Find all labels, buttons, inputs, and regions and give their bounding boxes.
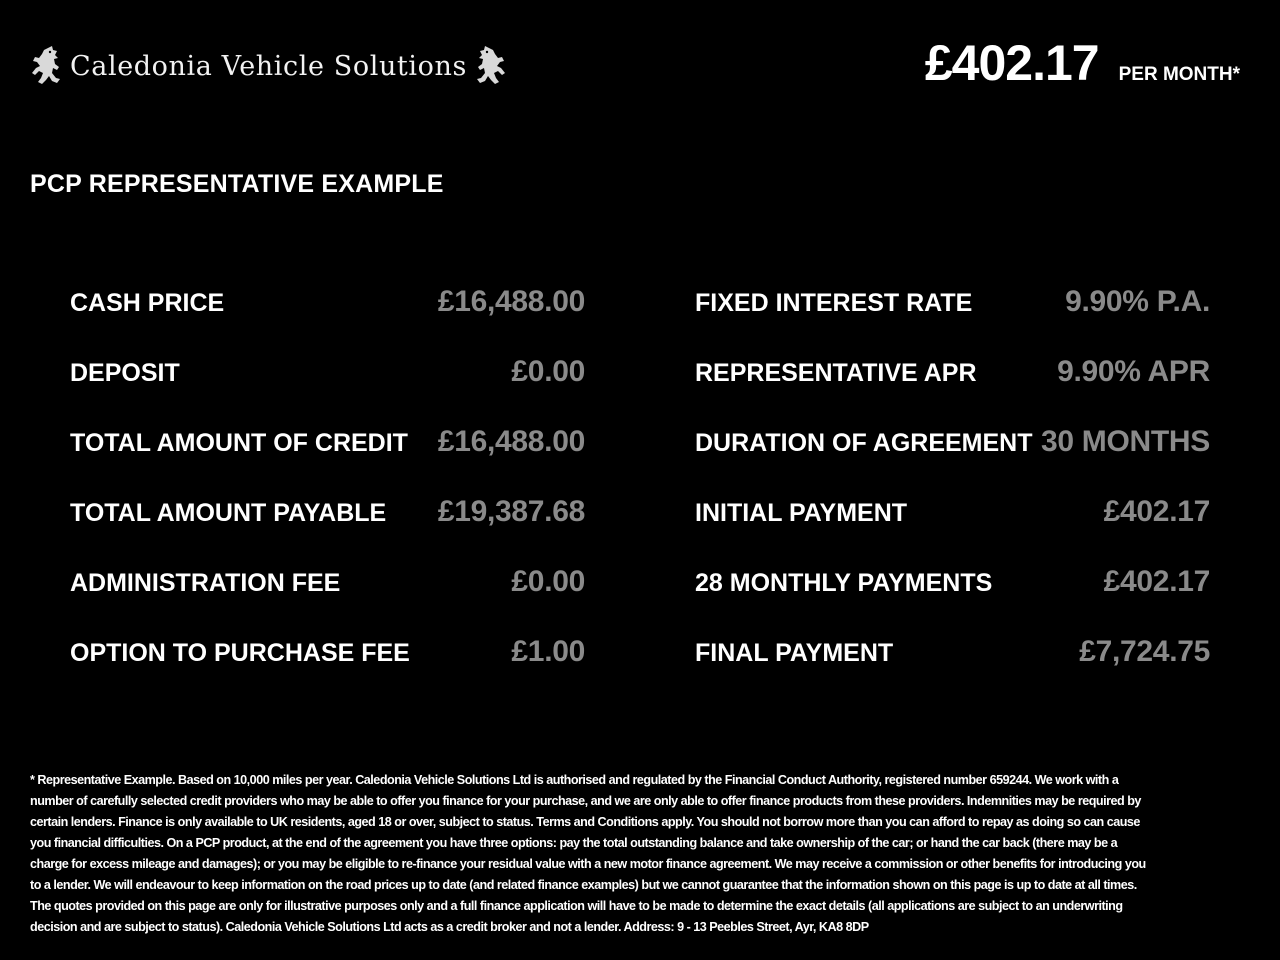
finance-row-initial-payment — [695, 495, 1210, 565]
row-value: £7,724.75 — [1079, 635, 1210, 668]
finance-row-purchase-fee — [70, 635, 585, 705]
row-label: OPTION TO PURCHASE FEE — [70, 639, 410, 667]
finance-row-cash-price — [70, 285, 585, 355]
row-label: CASH PRICE — [70, 289, 225, 317]
row-value: £0.00 — [511, 565, 585, 598]
row-label: FIXED INTEREST RATE — [695, 289, 973, 317]
finance-row-duration — [695, 425, 1210, 495]
row-value: £16,488.00 — [437, 285, 585, 318]
row-label: DEPOSIT — [70, 359, 180, 387]
finance-row-total-payable — [70, 495, 585, 565]
row-value: £16,488.00 — [437, 425, 585, 458]
row-value: £0.00 — [511, 355, 585, 388]
row-value: 9.90% APR — [1057, 355, 1210, 388]
lion-rampant-icon — [471, 45, 509, 87]
row-value: £1.00 — [511, 635, 585, 668]
section-title: PCP REPRESENTATIVE EXAMPLE — [30, 170, 444, 198]
row-label: 28 MONTHLY PAYMENTS — [695, 569, 993, 597]
per-month-label: PER MONTH* — [1118, 64, 1240, 85]
row-label: ADMINISTRATION FEE — [70, 569, 341, 597]
finance-disclaimer: * Representative Example. Based on 10,000 miles per year. Caledonia Vehicle Solutions Ltd is authorised and regulated by the Financial Conduct Authority, registered number 659244. We work with a number of carefully selected credit providers who may be able to offer you finance for your purchase, and we are only able to offer finance products from these providers. Indemnities may be required by certain lenders. Finance is only available to UK residents, aged 18 or over, subject to status. Terms and Conditions apply. You should not borrow more than you can afford to repay as doing so can cause you financial difficulties. On a PCP product, at the end of the agreement you have three options: pay the total outstanding balance and take ownership of the car; or hand the car back (there may be a charge for excess mileage and damages); or you may be eligible to re-finance your residual value with a new motor finance agreement. We may receive a commission or other benefits for introducing you to a lender. We will endeavour to keep information on the road prices up to date (and related finance examples) but we cannot guarantee that the information shown on this page is up to date at all times. The quotes provided on this page are only for illustrative purposes only and a full finance application will have to be made to determine the exact details (all applications are subject to an underwriting decision and are subject to status). Caledonia Vehicle Solutions Ltd acts as a credit broker and not a lender. Address: 9 - 13 Peebles Street, Ayr, KA8 8DP — [30, 773, 1146, 934]
row-label: TOTAL AMOUNT OF CREDIT — [70, 429, 408, 457]
finance-row-interest-rate — [695, 285, 1210, 355]
lion-rampant-icon — [28, 45, 66, 87]
finance-row-monthly-payments — [695, 565, 1210, 635]
finance-row-admin-fee — [70, 565, 585, 635]
monthly-price: £402.17 — [924, 35, 1099, 91]
row-value: 9.90% P.A. — [1065, 285, 1210, 318]
finance-row-deposit — [70, 355, 585, 425]
finance-row-total-credit — [70, 425, 585, 495]
finance-row-final-payment — [695, 635, 1210, 705]
row-value: £402.17 — [1103, 495, 1210, 528]
row-label: TOTAL AMOUNT PAYABLE — [70, 499, 387, 527]
row-value: 30 MONTHS — [1041, 425, 1210, 458]
monthly-price-header — [925, 34, 1240, 92]
row-value: £402.17 — [1103, 565, 1210, 598]
row-label: REPRESENTATIVE APR — [695, 359, 977, 387]
finance-row-apr — [695, 355, 1210, 425]
finance-details-left — [70, 285, 585, 705]
finance-details-right — [695, 285, 1210, 705]
row-label: DURATION OF AGREEMENT — [695, 429, 1033, 457]
row-label: INITIAL PAYMENT — [695, 499, 908, 527]
brand-logo — [28, 42, 509, 90]
brand-name: Caledonia Vehicle Solutions — [70, 50, 467, 82]
row-label: FINAL PAYMENT — [695, 639, 894, 667]
row-value: £19,387.68 — [437, 495, 585, 528]
